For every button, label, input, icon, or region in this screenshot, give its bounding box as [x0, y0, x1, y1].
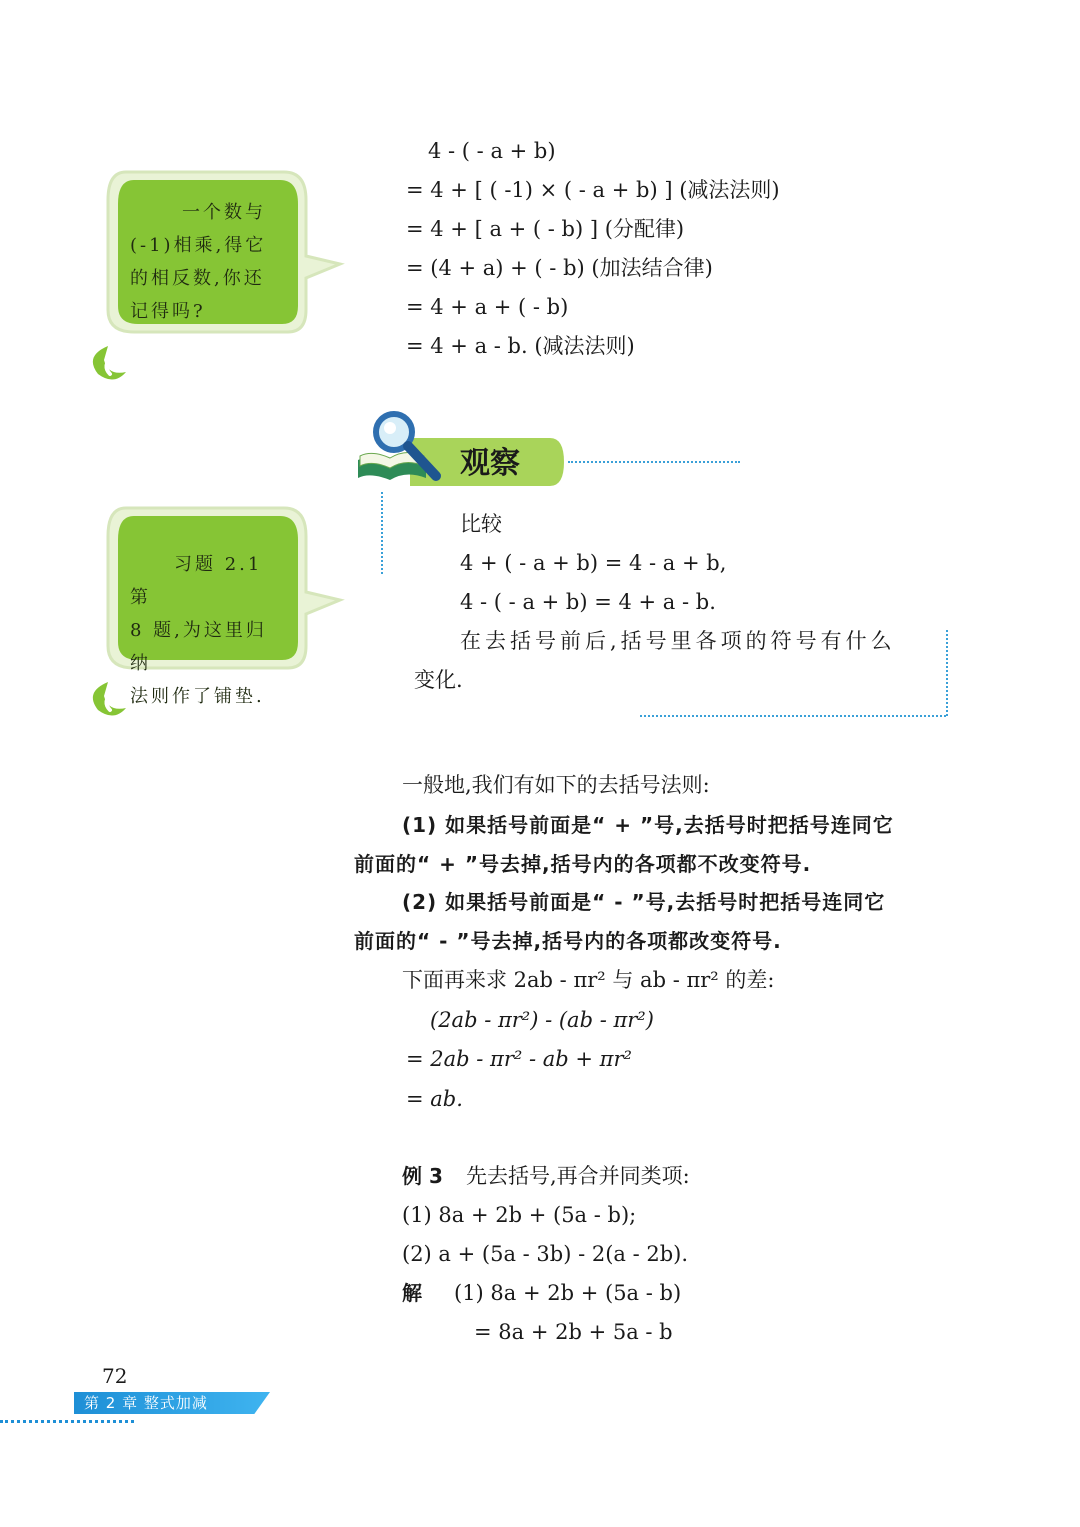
magnifier-icon: [360, 406, 450, 486]
observe-line: 比较: [460, 512, 502, 536]
observe-border-right: [946, 630, 948, 716]
derivation-2-line: = ab.: [406, 1087, 463, 1111]
derivation-1-line: 4 - ( - a + b): [428, 139, 556, 163]
derivation-1-line: = (4 + a) + ( - b) (加法结合律): [406, 256, 713, 280]
example-question-1: (1) 8a + 2b + (5a - b);: [402, 1203, 637, 1227]
derivation-1-line: = 4 + a + ( - b): [406, 295, 569, 319]
solution-line: = 8a + 2b + 5a - b: [474, 1320, 673, 1344]
rule-2: 前面的“ - ”号去掉,括号内的各项都改变符号.: [354, 929, 782, 953]
observe-border-left: [381, 492, 383, 574]
rule-2: (2) 如果括号前面是“ - ”号,去括号时把括号连同它: [402, 890, 886, 914]
rule-1: (1) 如果括号前面是“ + ”号,去括号时把括号连同它: [402, 813, 894, 837]
derivation-2-line: = 2ab - πr² - ab + πr²: [406, 1047, 632, 1071]
solution-label: 解: [402, 1281, 422, 1305]
bubble-1-text: 一个数与 (-1)相乘,得它 的相反数,你还 记得吗?: [130, 202, 267, 322]
page-number: 72: [102, 1364, 128, 1388]
example-prompt: 先去括号,再合并同类项:: [466, 1164, 690, 1188]
example-question-2: (2) a + (5a - 3b) - 2(a - 2b).: [402, 1242, 689, 1266]
derivation-2-line: (2ab - πr²) - (ab - πr²): [430, 1008, 654, 1032]
observe-title: 观察: [460, 446, 520, 481]
observe-border-bottom: [640, 715, 946, 717]
observe-line: 4 + ( - a + b) = 4 - a + b,: [460, 551, 727, 575]
example-label: 例 3: [402, 1164, 443, 1188]
rule-1: 前面的“ + ”号去掉,括号内的各项都不改变符号.: [354, 852, 812, 876]
solution-line: (1) 8a + 2b + (5a - b): [454, 1281, 682, 1305]
chapter-label: 第 2 章 整式加减: [84, 1394, 208, 1412]
observe-line: 变化.: [414, 668, 463, 692]
derivation-1-line: = 4 + [ a + ( - b) ] (分配律): [406, 217, 685, 241]
bubble-2-text: 习题 2.1 第 8 题,为这里归纳 法则作了铺垫.: [130, 554, 267, 707]
rules-next: 下面再来求 2ab - πr² 与 ab - πr² 的差:: [402, 968, 775, 992]
observe-line: 在去括号前后,括号里各项的符号有什么: [460, 629, 896, 653]
derivation-1-line: = 4 + [ ( -1) × ( - a + b) ] (减法法则): [406, 178, 780, 202]
observe-border-top: [568, 461, 740, 463]
observe-line: 4 - ( - a + b) = 4 + a - b.: [460, 590, 716, 614]
footer-dotted-rule: [0, 1420, 134, 1423]
derivation-1-line: = 4 + a - b. (减法法则): [406, 334, 635, 358]
rules-intro: 一般地,我们有如下的去括号法则:: [402, 773, 710, 797]
